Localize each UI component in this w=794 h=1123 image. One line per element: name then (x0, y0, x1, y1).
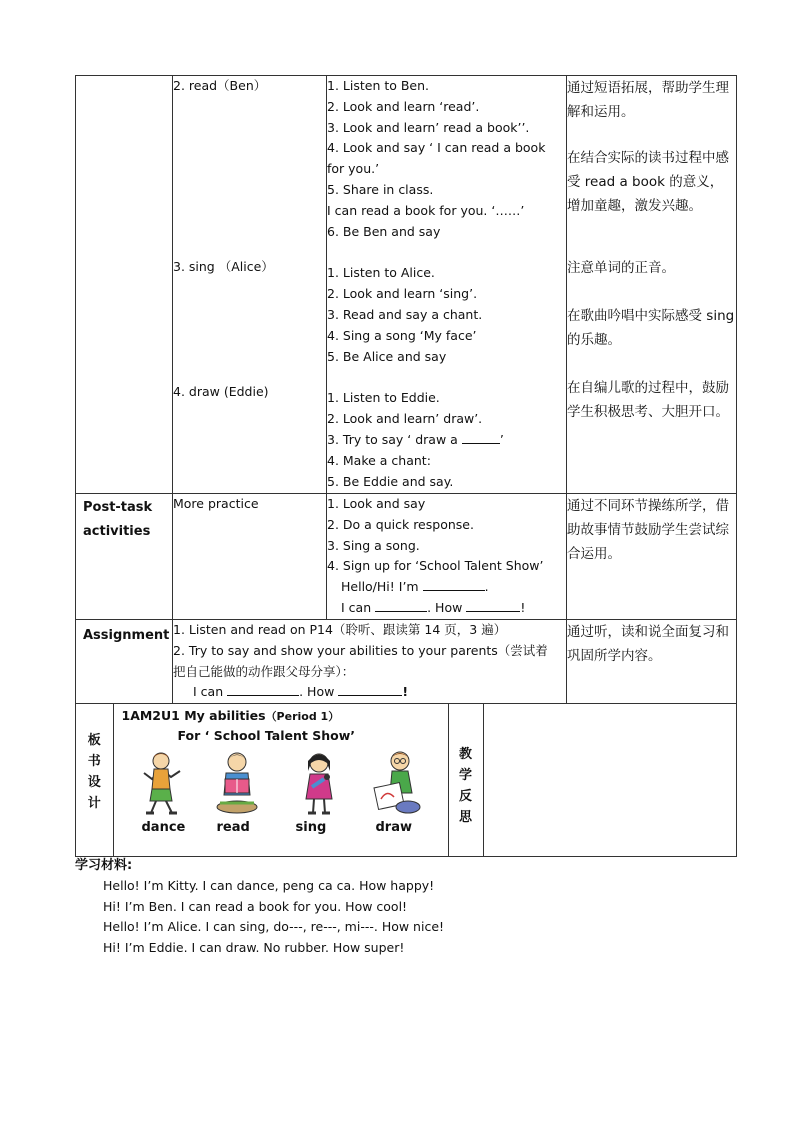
while-task-row (76, 76, 737, 494)
sing-steps (327, 263, 566, 367)
step-line: 3. Look and learn’ read a book’’. (327, 119, 530, 135)
step-line: 2. Look and learn’ draw’. (327, 411, 483, 427)
procedure-cell (327, 76, 567, 494)
purpose-note: 在结合实际的读书过程中感受 read a book 的意义，增加童趣，激发兴趣。 (567, 150, 729, 214)
assignment-line: I can . How ! (193, 684, 409, 700)
board-design-cell (76, 704, 737, 857)
assignment-row (76, 620, 737, 704)
step-line: 3. Sing a song. (327, 537, 420, 553)
activity-item-draw: 4. draw (Eddie) (173, 383, 269, 399)
board-subtitle: For ‘ School Talent Show’ (177, 728, 355, 744)
step-line: I can . How ! (341, 599, 526, 615)
step-line: 3. Read and say a chant. (327, 306, 483, 322)
reflection-content-cell (483, 704, 736, 856)
dancing-girl-icon (136, 749, 186, 819)
board-word-sing: sing (295, 820, 327, 836)
board-word-dance: dance (141, 820, 186, 836)
board-content-cell (113, 704, 448, 856)
step-line: 5. Be Alice and say (327, 348, 447, 364)
assignment-line: 1. Listen and read on P14（聆听、跟读第 14 页，3 遍） (173, 622, 507, 637)
draw-steps (327, 388, 566, 492)
singing-girl-icon (294, 749, 344, 819)
material-line: Hello! I’m Alice. I can sing, do---, re---, mi---. How nice! (103, 919, 445, 935)
activity-items-cell (173, 76, 327, 494)
study-materials-title: 学习材料: (75, 858, 133, 873)
lesson-plan-table (75, 75, 737, 857)
material-line: Hi! I’m Ben. I can read a book for you. How cool! (103, 898, 408, 914)
purpose-cell (567, 76, 737, 494)
step-line: 6. Be Ben and say (327, 223, 441, 239)
assignment-line: 2. Try to say and show your abilities to your parents（尝试着 (173, 642, 548, 658)
post-task-label: Post-task activities (83, 500, 153, 539)
step-line: 2. Look and learn ‘sing’. (327, 286, 478, 302)
step-line: for you.’ (327, 161, 380, 177)
step-line: 4. Sing a song ‘My face’ (327, 327, 477, 343)
step-line: Hello/Hi! I’m . (341, 579, 489, 595)
step-line: 4. Look and say ‘ I can read a book (327, 140, 546, 156)
stage-cell-assignment (76, 620, 173, 704)
step-line: 5. Be Eddie and say. (327, 473, 454, 489)
activity-items-cell (173, 494, 327, 620)
activity-item-sing: 3. sing （Alice） (173, 258, 274, 274)
stage-cell-empty (76, 76, 173, 494)
stage-cell-post-task (76, 494, 173, 620)
board-word-read: read (216, 820, 250, 836)
purpose-note: 通过听，读和说全面复习和巩固所学内容。 (567, 624, 729, 664)
assignment-label: Assignment (83, 628, 170, 643)
material-line: Hello! I’m Kitty. I can dance, peng ca ca. How happy! (103, 878, 435, 893)
assignment-content-cell (173, 620, 567, 704)
board-design-row (76, 704, 737, 857)
study-materials (75, 856, 735, 959)
board-label: 板书设计 (87, 733, 101, 812)
purpose-note: 在歌曲吟唱中实际感受 sing 的乐趣。 (567, 308, 735, 348)
board-title: 1AM2U1 My abilities（Period 1） (121, 708, 340, 724)
board-label-cell (76, 704, 113, 856)
reading-boy-icon (212, 749, 262, 819)
step-line: 4. Sign up for ‘School Talent Show’ (327, 558, 544, 574)
step-line: 1. Listen to Ben. (327, 78, 430, 93)
step-line: 2. Look and learn ‘read’. (327, 98, 480, 114)
purpose-cell (567, 494, 737, 620)
purpose-note: 通过短语拓展，帮助学生理解和运用。 (567, 80, 729, 120)
step-line: 5. Share in class. (327, 181, 434, 197)
material-line: Hi! I’m Eddie. I can draw. No rubber. How super! (103, 940, 405, 956)
purpose-note: 注意单词的正音。 (567, 260, 675, 276)
step-line: 4. Make a chant: (327, 452, 431, 468)
assignment-line: 把自己能做的动作跟父母分享）： (173, 663, 355, 679)
step-line: 2. Do a quick response. (327, 516, 474, 532)
purpose-note: 在自编儿歌的过程中，鼓励学生积极思考、大胆开口。 (567, 380, 729, 420)
drawing-boy-icon (372, 749, 422, 819)
step-line: I can read a book for you. ‘……’ (327, 202, 525, 218)
reflection-label-cell (448, 704, 483, 856)
purpose-note: 通过不同环节操练所学，借助故事情节鼓励学生尝试综合运用。 (567, 498, 729, 562)
step-line: 1. Listen to Eddie. (327, 390, 440, 406)
read-steps (327, 76, 566, 242)
purpose-cell (567, 620, 737, 704)
board-word-draw: draw (375, 820, 412, 836)
step-line: 3. Try to say ‘ draw a ’ (327, 431, 504, 447)
procedure-cell (327, 494, 567, 620)
step-line: 1. Listen to Alice. (327, 265, 435, 281)
activity-item-more-practice: More practice (173, 496, 259, 511)
reflection-label: 教学反思 (458, 747, 472, 826)
activity-item-read: 2. read（Ben） (173, 78, 267, 93)
post-task-row (76, 494, 737, 620)
step-line: 1. Look and say (327, 496, 426, 511)
board-figures (114, 743, 448, 839)
